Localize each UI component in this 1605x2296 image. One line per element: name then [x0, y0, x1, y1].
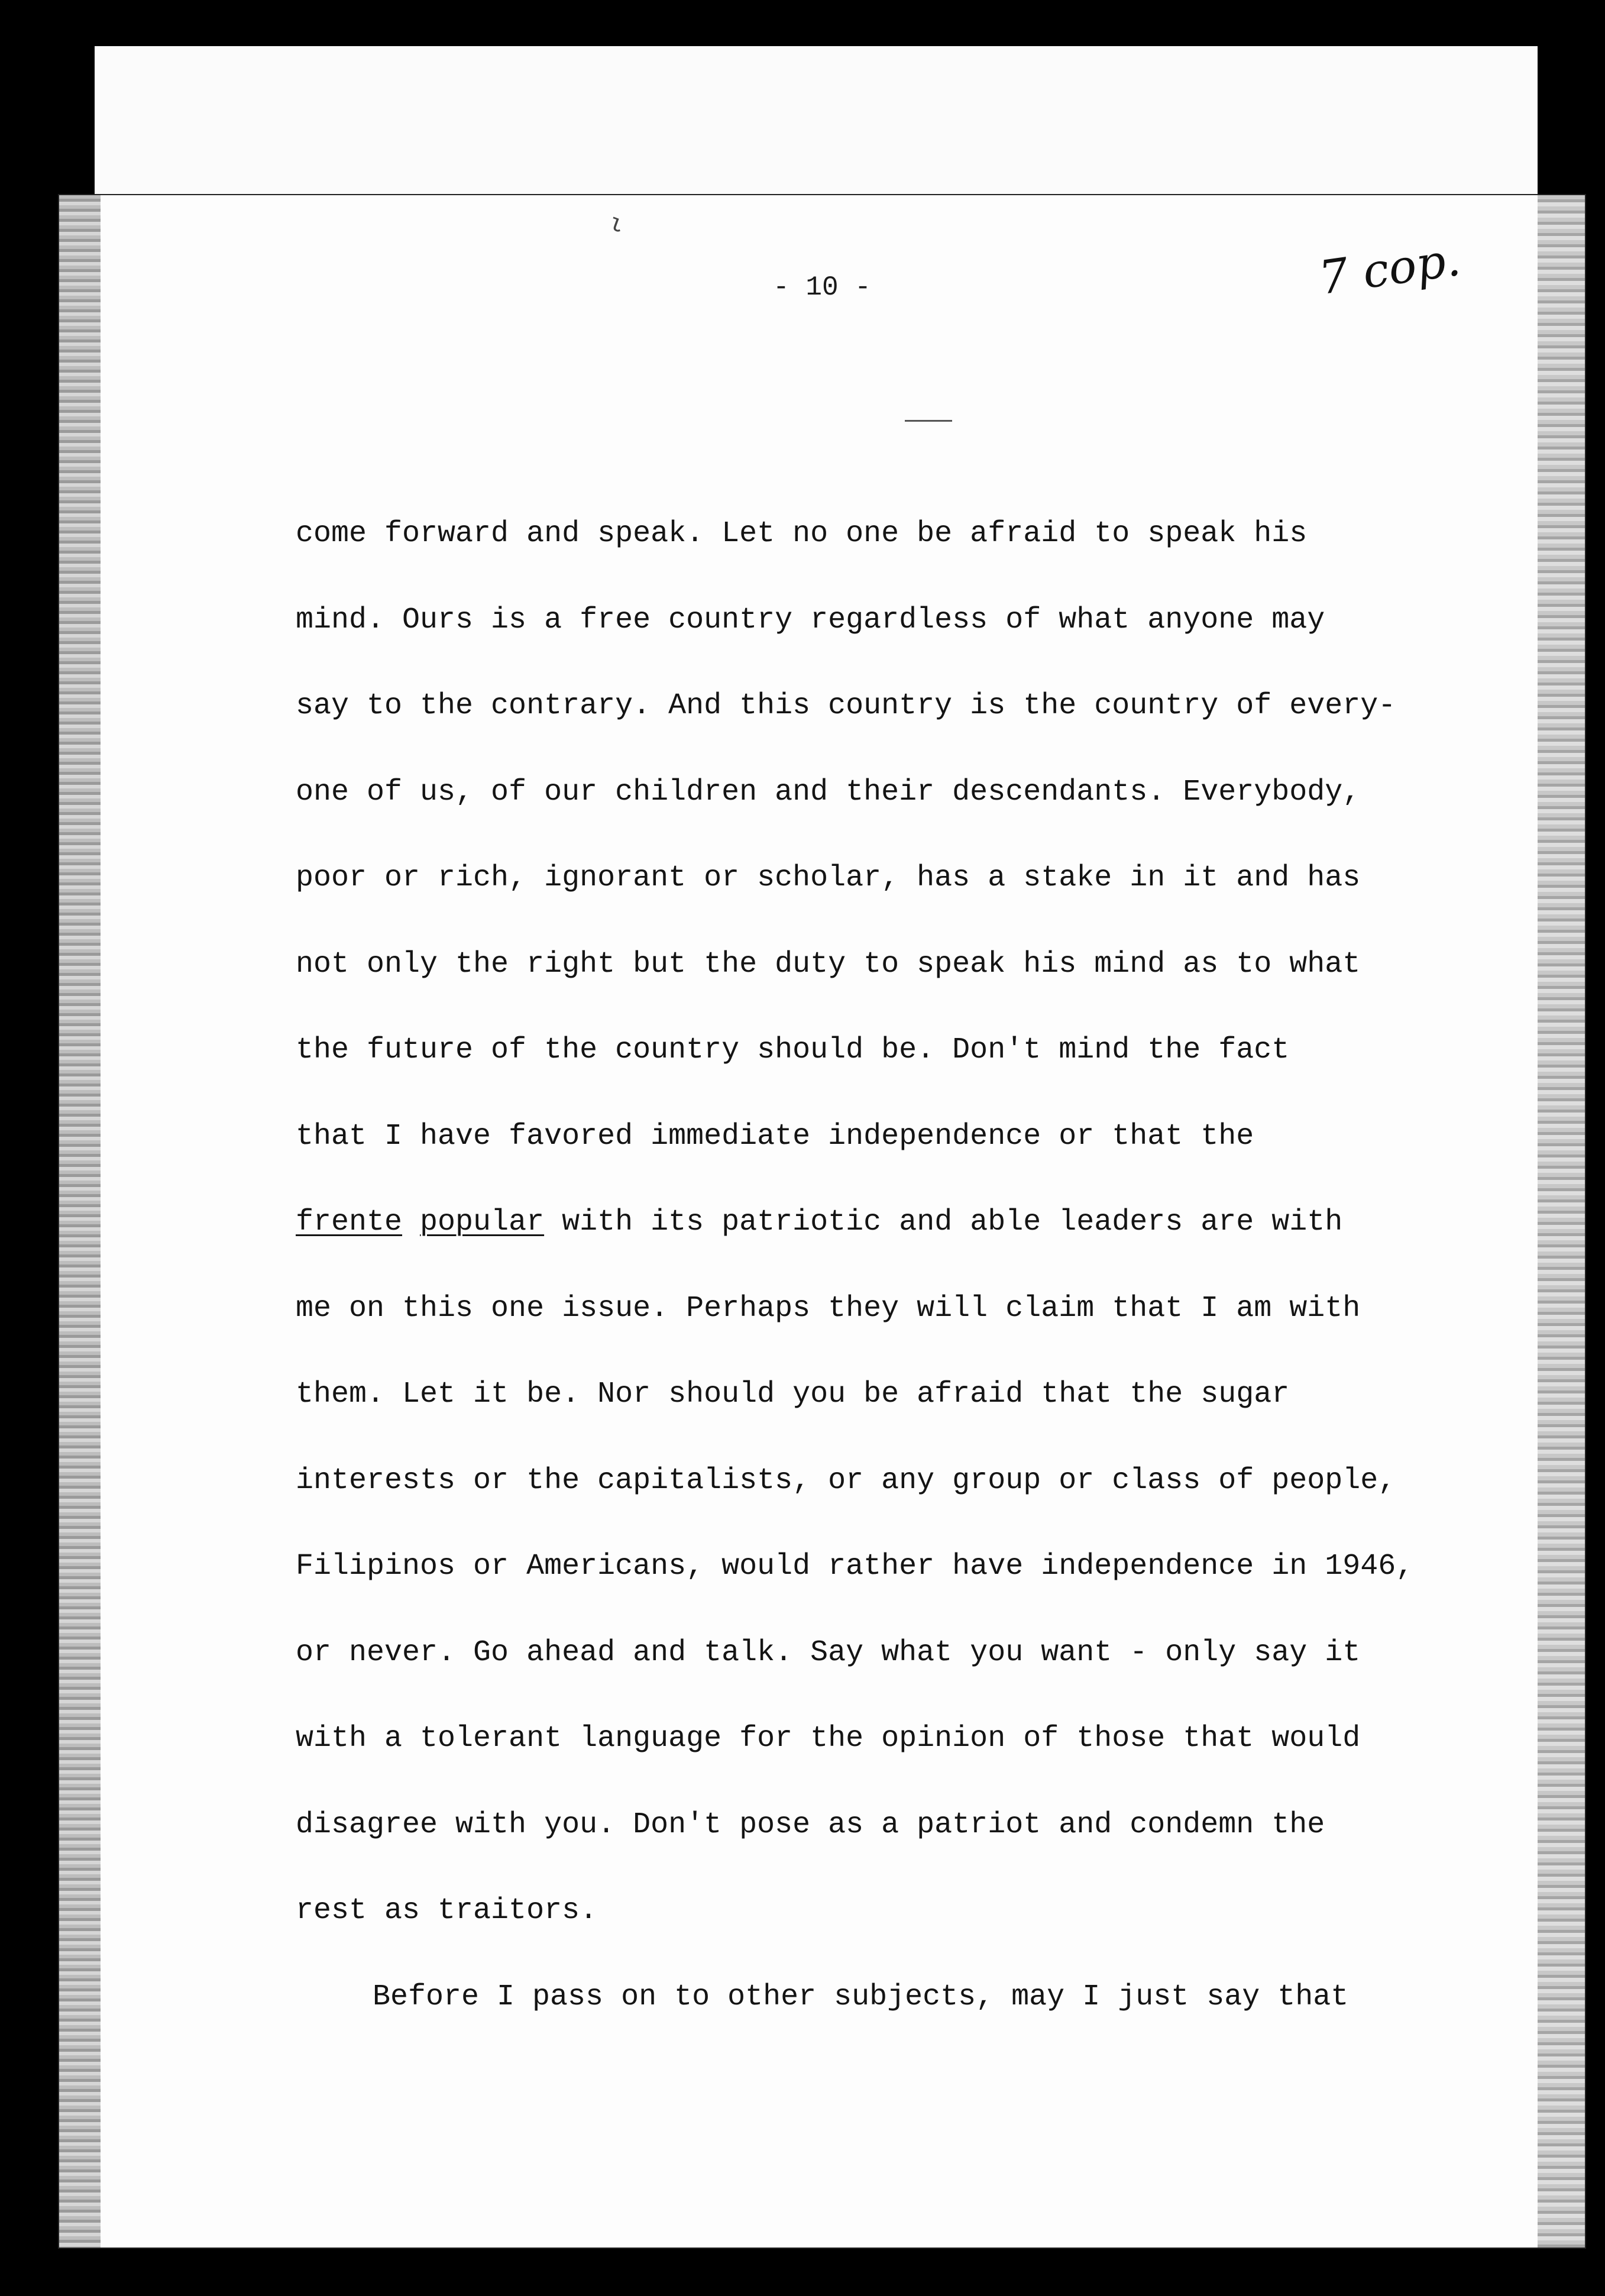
- text-line: mind. Ours is a free country regardless of what anyone may: [296, 603, 1325, 637]
- text-line: the future of the country should be. Don't mind the fact: [296, 1033, 1290, 1067]
- text-line: Before I pass on to other subjects, may I just say that: [373, 1980, 1349, 2014]
- text-line: disagree with you. Don't pose as a patriot and condemn the: [296, 1807, 1325, 1842]
- handwritten-annotation: 7 cop.: [1315, 232, 1464, 306]
- text-line-underlined: [296, 1179, 1561, 1266]
- text-line: with a tolerant language for the opinion of those that would: [296, 1722, 1361, 1755]
- text-span: with its patriotic and able leaders are with: [544, 1205, 1343, 1239]
- document-page: [59, 195, 1585, 2248]
- text-line: them. Let it be. Nor should you be afraid that the sugar: [296, 1377, 1290, 1411]
- text-line: rest as traitors.: [296, 1894, 598, 1928]
- text-line: or never. Go ahead and talk. Say what you want - only say it: [296, 1635, 1361, 1670]
- typed-body-text: [296, 491, 1561, 2040]
- underlined-word: frente: [296, 1205, 403, 1239]
- text-line: that I have favored immediate independence or that the: [296, 1119, 1254, 1153]
- stray-mark: [905, 420, 952, 422]
- text-line: interests or the capitalists, or any group or class of people,: [296, 1463, 1396, 1498]
- text-line: not only the right but the duty to speak his mind as to what: [296, 947, 1361, 981]
- text-line: say to the contrary. And this country is the country of every-: [296, 689, 1396, 723]
- text-line: one of us, of our children and their descendants. Everybody,: [296, 775, 1361, 809]
- text-line: come forward and speak. Let no one be afraid to speak his: [296, 517, 1308, 551]
- underlined-word: popular: [420, 1205, 545, 1239]
- pencil-mark: ι: [605, 210, 627, 240]
- text-line: Filipinos or Americans, would rather have independence in 1946,: [296, 1550, 1414, 1583]
- text-line: poor or rich, ignorant or scholar, has a stake in it and has: [296, 861, 1361, 895]
- page-edge-left: [59, 195, 101, 2248]
- page-number: - 10 -: [773, 272, 871, 303]
- text-line: me on this one issue. Perhaps they will claim that I am with: [296, 1291, 1361, 1325]
